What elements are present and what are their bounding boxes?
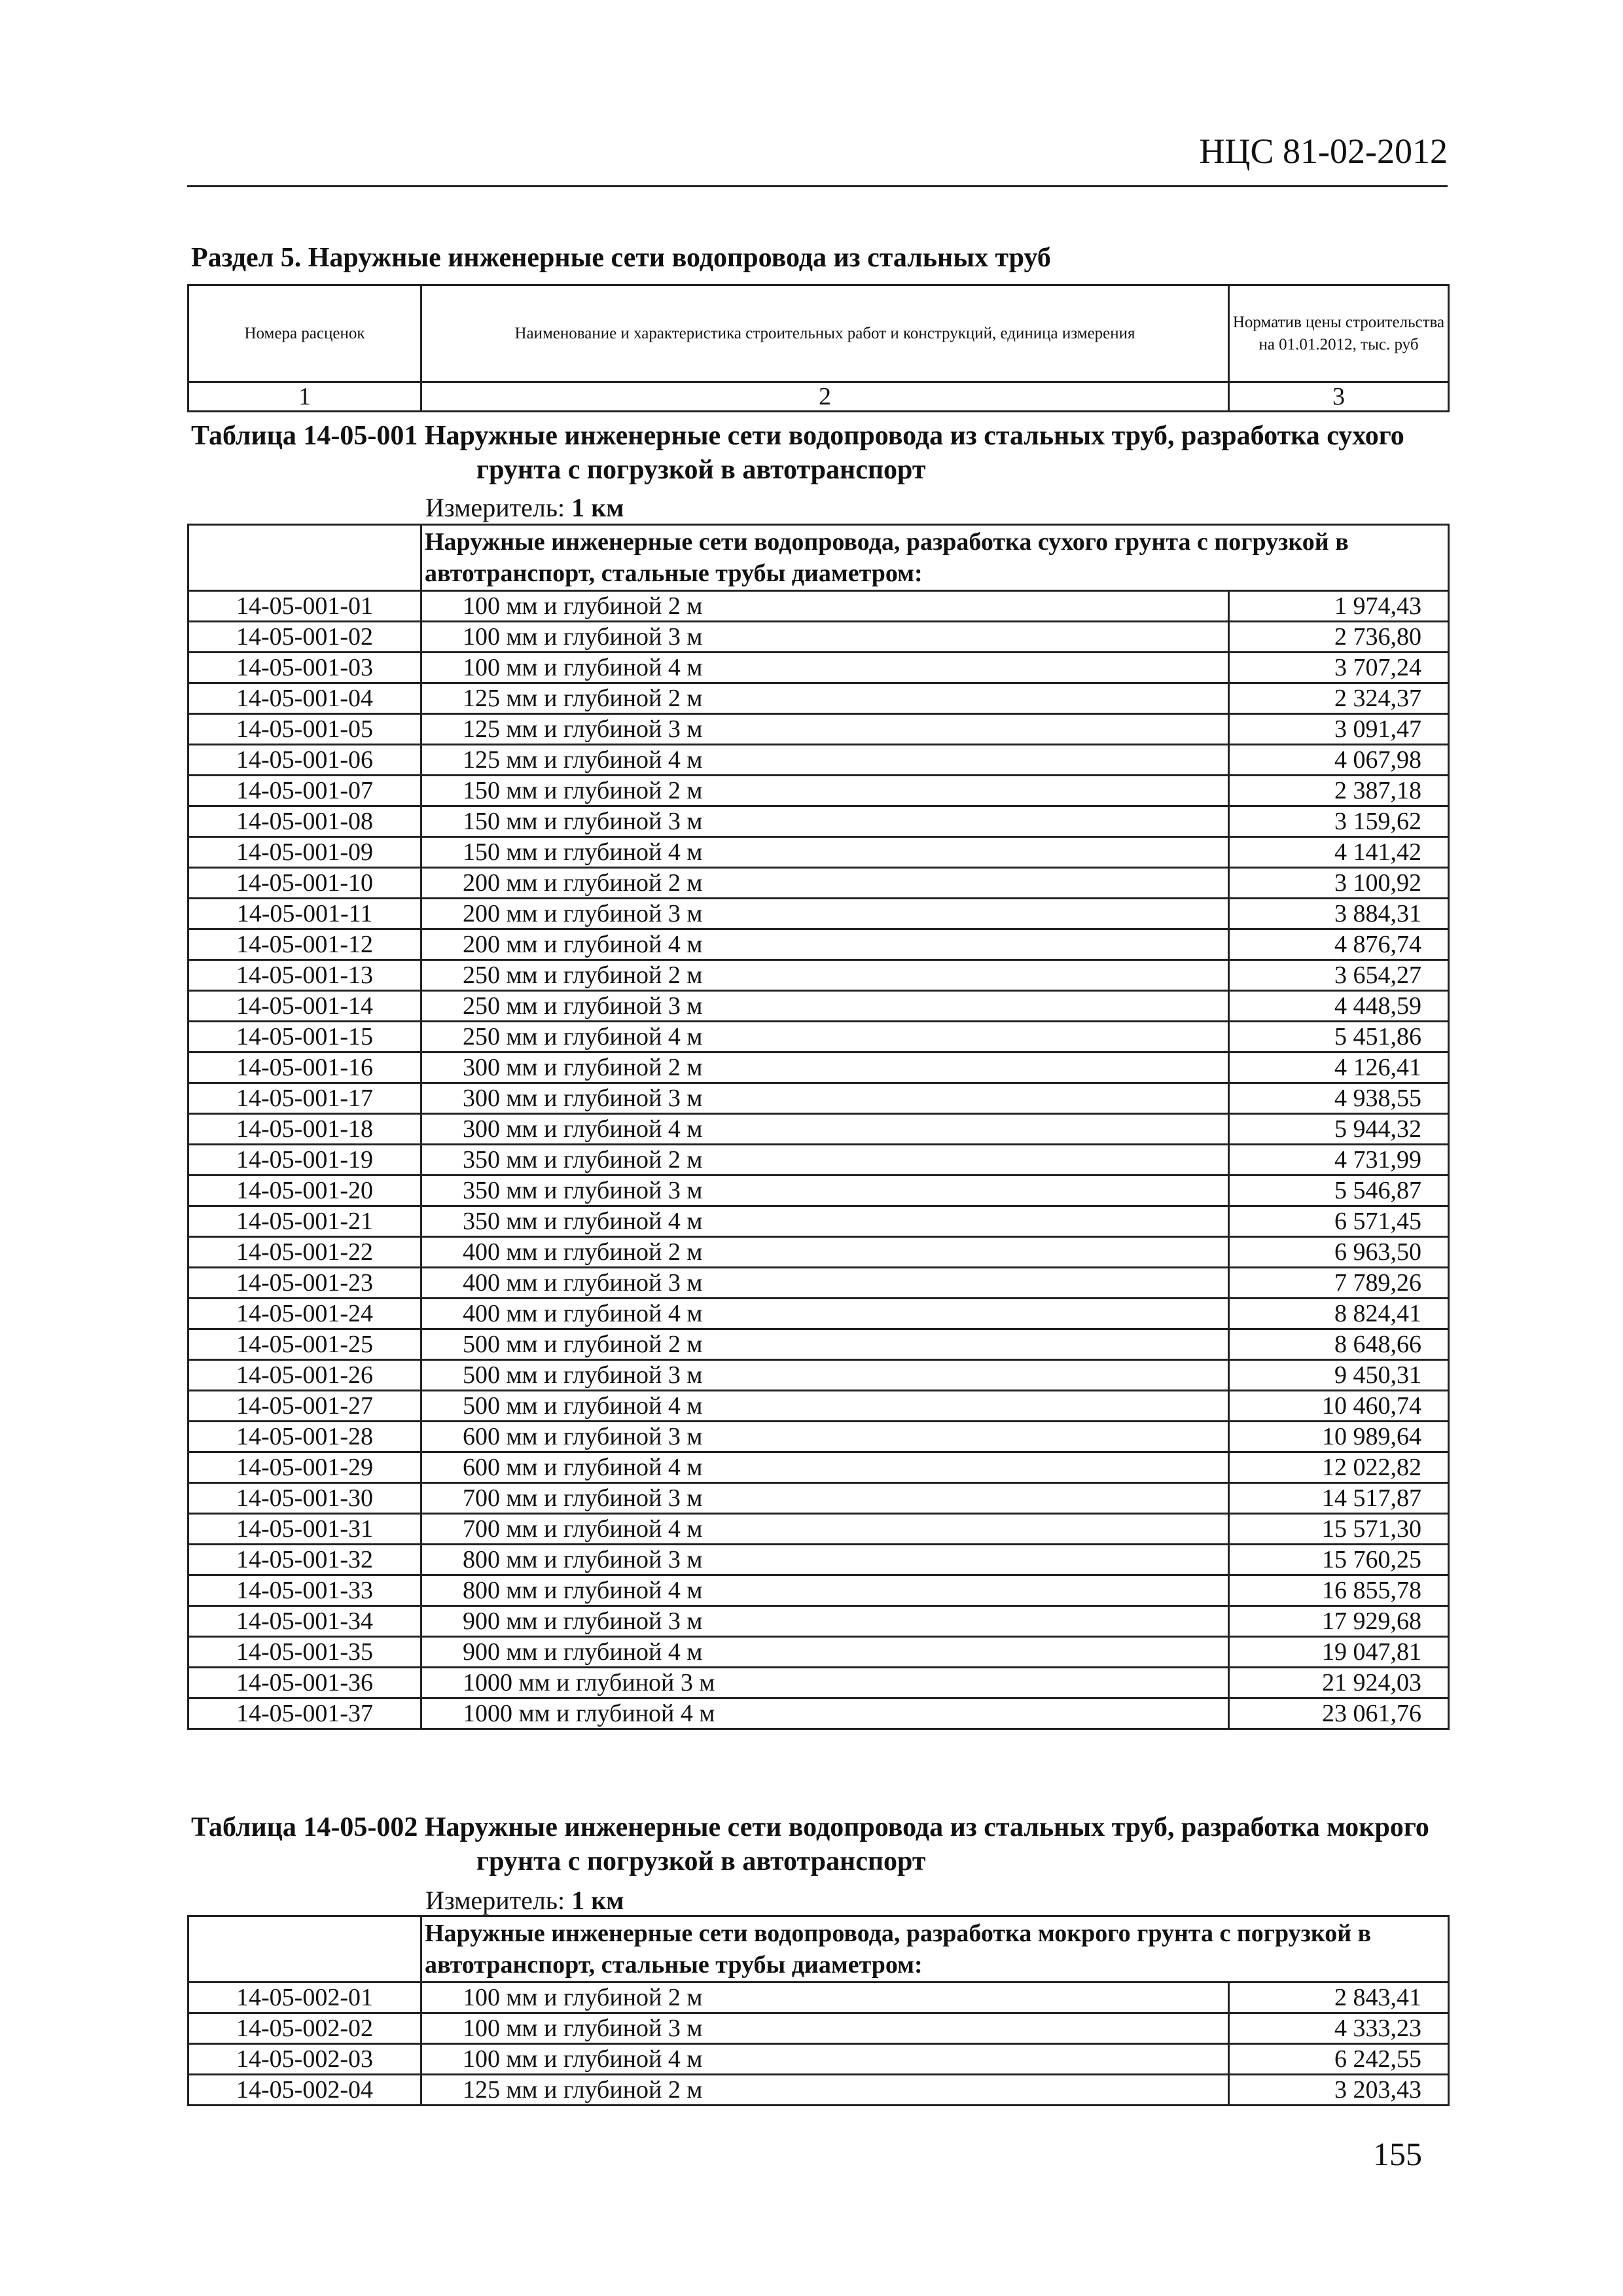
rate-code: 14-05-001-25 [188, 1329, 421, 1360]
price-value: 4 876,74 [1229, 929, 1449, 960]
work-description: 800 мм и глубиной 3 м [421, 1545, 1229, 1575]
rate-code: 14-05-001-21 [188, 1206, 421, 1237]
work-description: 400 мм и глубиной 4 м [421, 1299, 1229, 1329]
table2-measure [425, 1885, 624, 1916]
rate-code: 14-05-001-34 [188, 1606, 421, 1637]
work-description: 100 мм и глубиной 2 м [421, 1982, 1229, 2013]
table-row [188, 1175, 1449, 1206]
header-col-price: Норматив цены строительства на 01.01.2012, тыс. руб [1229, 285, 1449, 382]
rate-code: 14-05-002-01 [188, 1982, 421, 2013]
work-description: 250 мм и глубиной 2 м [421, 960, 1229, 991]
page-number: 155 [1373, 2136, 1422, 2172]
table-row [188, 1268, 1449, 1299]
table2-title [191, 1812, 1448, 1877]
work-description: 150 мм и глубиной 3 м [421, 806, 1229, 837]
rate-code: 14-05-001-18 [188, 1114, 421, 1145]
rate-code: 14-05-001-35 [188, 1637, 421, 1668]
work-description: 125 мм и глубиной 4 м [421, 745, 1229, 776]
price-value: 3 159,62 [1229, 806, 1449, 837]
price-value: 4 731,99 [1229, 1145, 1449, 1175]
rate-code: 14-05-001-37 [188, 1698, 421, 1729]
work-description: 500 мм и глубиной 3 м [421, 1360, 1229, 1391]
rate-code: 14-05-001-09 [188, 837, 421, 868]
table-row [188, 2044, 1449, 2075]
table-row [188, 1329, 1449, 1360]
price-value: 17 929,68 [1229, 1606, 1449, 1637]
header-num-1: 1 [188, 382, 421, 412]
rate-code: 14-05-001-10 [188, 868, 421, 899]
table-row [188, 745, 1449, 776]
price-value: 21 924,03 [1229, 1668, 1449, 1698]
price-value: 15 571,30 [1229, 1514, 1449, 1545]
table-row [188, 868, 1449, 899]
table1-subhead: Наружные инженерные сети водопровода, разработка сухого грунта с погрузкой в автотранспорт, стальные трубы диаметром: [421, 525, 1449, 591]
table-row [188, 683, 1449, 714]
table1-title-line2: грунта с погрузкой в автотранспорт [476, 455, 926, 485]
rate-code: 14-05-001-30 [188, 1483, 421, 1514]
rate-code: 14-05-001-17 [188, 1083, 421, 1114]
work-description: 600 мм и глубиной 4 м [421, 1452, 1229, 1483]
work-description: 900 мм и глубиной 4 м [421, 1637, 1229, 1668]
work-description: 350 мм и глубиной 2 м [421, 1145, 1229, 1175]
rate-code: 14-05-001-36 [188, 1668, 421, 1698]
rate-code: 14-05-002-04 [188, 2075, 421, 2106]
work-description: 300 мм и глубиной 2 м [421, 1052, 1229, 1083]
work-description: 700 мм и глубиной 4 м [421, 1514, 1229, 1545]
work-description: 800 мм и глубиной 4 м [421, 1575, 1229, 1606]
table-row [188, 1022, 1449, 1052]
price-value: 4 126,41 [1229, 1052, 1449, 1083]
price-value: 10 989,64 [1229, 1422, 1449, 1452]
price-value: 3 654,27 [1229, 960, 1449, 991]
work-description: 250 мм и глубиной 4 м [421, 1022, 1229, 1052]
table-row [188, 899, 1449, 929]
rate-code: 14-05-001-27 [188, 1391, 421, 1422]
table-row [188, 776, 1449, 806]
work-description: 1000 мм и глубиной 4 м [421, 1698, 1229, 1729]
table1-subhead-empty [188, 525, 421, 591]
rate-code: 14-05-001-29 [188, 1452, 421, 1483]
table-row [188, 1237, 1449, 1268]
price-value: 1 974,43 [1229, 591, 1449, 622]
work-description: 150 мм и глубиной 4 м [421, 837, 1229, 868]
rate-code: 14-05-002-03 [188, 2044, 421, 2075]
table-row [188, 2075, 1449, 2106]
price-value: 8 648,66 [1229, 1329, 1449, 1360]
price-value: 12 022,82 [1229, 1452, 1449, 1483]
work-description: 125 мм и глубиной 3 м [421, 714, 1229, 745]
price-value: 3 100,92 [1229, 868, 1449, 899]
table-row [188, 960, 1449, 991]
price-value: 2 843,41 [1229, 1982, 1449, 2013]
table-row [188, 929, 1449, 960]
table-row [188, 1145, 1449, 1175]
work-description: 700 мм и глубиной 3 м [421, 1483, 1229, 1514]
column-header-table [187, 284, 1450, 412]
rate-code: 14-05-001-05 [188, 714, 421, 745]
table-row [188, 1391, 1449, 1422]
table-row [188, 1206, 1449, 1237]
table-row [188, 714, 1449, 745]
table-row [188, 1698, 1449, 1729]
rate-code: 14-05-001-06 [188, 745, 421, 776]
rate-code: 14-05-001-01 [188, 591, 421, 622]
rate-code: 14-05-001-22 [188, 1237, 421, 1268]
rate-code: 14-05-001-04 [188, 683, 421, 714]
header-rule [187, 185, 1448, 187]
rate-code: 14-05-001-26 [188, 1360, 421, 1391]
price-value: 3 707,24 [1229, 653, 1449, 683]
price-value: 6 963,50 [1229, 1237, 1449, 1268]
work-description: 200 мм и глубиной 3 м [421, 899, 1229, 929]
rate-code: 14-05-002-02 [188, 2013, 421, 2044]
price-value: 14 517,87 [1229, 1483, 1449, 1514]
table2-measure-label: Измеритель: [425, 1886, 565, 1915]
table-row [188, 622, 1449, 653]
table-row [188, 1668, 1449, 1698]
work-description: 300 мм и глубиной 3 м [421, 1083, 1229, 1114]
price-value: 6 242,55 [1229, 2044, 1449, 2075]
price-value: 7 789,26 [1229, 1268, 1449, 1299]
rate-code: 14-05-001-19 [188, 1145, 421, 1175]
work-description: 600 мм и глубиной 3 м [421, 1422, 1229, 1452]
rate-code: 14-05-001-24 [188, 1299, 421, 1329]
rate-code: 14-05-001-32 [188, 1545, 421, 1575]
price-value: 2 736,80 [1229, 622, 1449, 653]
table-row [188, 1606, 1449, 1637]
work-description: 500 мм и глубиной 4 м [421, 1391, 1229, 1422]
price-value: 5 944,32 [1229, 1114, 1449, 1145]
work-description: 200 мм и глубиной 4 м [421, 929, 1229, 960]
rate-code: 14-05-001-15 [188, 1022, 421, 1052]
price-value: 5 546,87 [1229, 1175, 1449, 1206]
work-description: 100 мм и глубиной 2 м [421, 591, 1229, 622]
price-value: 23 061,76 [1229, 1698, 1449, 1729]
table1 [187, 524, 1450, 1730]
work-description: 1000 мм и глубиной 3 м [421, 1668, 1229, 1698]
price-value: 5 451,86 [1229, 1022, 1449, 1052]
work-description: 200 мм и глубиной 2 м [421, 868, 1229, 899]
table1-measure [425, 492, 624, 523]
rate-code: 14-05-001-20 [188, 1175, 421, 1206]
table-row [188, 1422, 1449, 1452]
table-row [188, 1114, 1449, 1145]
rate-code: 14-05-001-12 [188, 929, 421, 960]
work-description: 500 мм и глубиной 2 м [421, 1329, 1229, 1360]
work-description: 900 мм и глубиной 3 м [421, 1606, 1229, 1637]
work-description: 400 мм и глубиной 2 м [421, 1237, 1229, 1268]
table-row [188, 1483, 1449, 1514]
rate-code: 14-05-001-11 [188, 899, 421, 929]
rate-code: 14-05-001-31 [188, 1514, 421, 1545]
table-row [188, 1299, 1449, 1329]
price-value: 19 047,81 [1229, 1637, 1449, 1668]
price-value: 10 460,74 [1229, 1391, 1449, 1422]
price-value: 4 333,23 [1229, 2013, 1449, 2044]
table-row [188, 1452, 1449, 1483]
price-value: 4 448,59 [1229, 991, 1449, 1022]
price-value: 8 824,41 [1229, 1299, 1449, 1329]
work-description: 125 мм и глубиной 2 м [421, 683, 1229, 714]
price-value: 3 884,31 [1229, 899, 1449, 929]
work-description: 125 мм и глубиной 2 м [421, 2075, 1229, 2106]
table2-subhead: Наружные инженерные сети водопровода, разработка мокрого грунта с погрузкой в автотранспорт, стальные трубы диаметром: [421, 1916, 1449, 1982]
work-description: 150 мм и глубиной 2 м [421, 776, 1229, 806]
section-title: Раздел 5. Наружные инженерные сети водопровода из стальных труб [191, 243, 1051, 273]
rate-code: 14-05-001-23 [188, 1268, 421, 1299]
table-row [188, 1545, 1449, 1575]
header-col-name: Наименование и характеристика строительных работ и конструкций, единица измерения [421, 285, 1229, 382]
rate-code: 14-05-001-03 [188, 653, 421, 683]
price-value: 15 760,25 [1229, 1545, 1449, 1575]
price-value: 4 938,55 [1229, 1083, 1449, 1114]
rate-code: 14-05-001-13 [188, 960, 421, 991]
table1-measure-value: 1 км [571, 493, 624, 522]
table1-title [191, 420, 1448, 486]
rate-code: 14-05-001-14 [188, 991, 421, 1022]
table-row [188, 1514, 1449, 1545]
header-num-3: 3 [1229, 382, 1449, 412]
table-row [188, 2013, 1449, 2044]
table2-title-line1: Таблица 14-05-002 Наружные инженерные сети водопровода из стальных труб, разработка мокрого [191, 1812, 1429, 1842]
table-row [188, 1637, 1449, 1668]
table-row [188, 837, 1449, 868]
header-col-codes: Номера расценок [188, 285, 421, 382]
header-num-2: 2 [421, 382, 1229, 412]
table2-subhead-empty [188, 1916, 421, 1982]
table1-title-line1: Таблица 14-05-001 Наружные инженерные сети водопровода из стальных труб, разработка сухого [191, 421, 1404, 451]
rate-code: 14-05-001-28 [188, 1422, 421, 1452]
rate-code: 14-05-001-02 [188, 622, 421, 653]
price-value: 4 067,98 [1229, 745, 1449, 776]
price-value: 3 203,43 [1229, 2075, 1449, 2106]
table2-measure-value: 1 км [571, 1886, 624, 1915]
table-row [188, 1360, 1449, 1391]
table2 [187, 1915, 1450, 2106]
price-value: 16 855,78 [1229, 1575, 1449, 1606]
work-description: 100 мм и глубиной 4 м [421, 653, 1229, 683]
work-description: 350 мм и глубиной 3 м [421, 1175, 1229, 1206]
rate-code: 14-05-001-33 [188, 1575, 421, 1606]
table-row [188, 806, 1449, 837]
price-value: 9 450,31 [1229, 1360, 1449, 1391]
table-row [188, 1982, 1449, 2013]
document-code: НЦС 81-02-2012 [1199, 132, 1448, 171]
work-description: 250 мм и глубиной 3 м [421, 991, 1229, 1022]
rate-code: 14-05-001-16 [188, 1052, 421, 1083]
work-description: 400 мм и глубиной 3 м [421, 1268, 1229, 1299]
table1-measure-label: Измеритель: [425, 493, 565, 522]
table-row [188, 1052, 1449, 1083]
price-value: 2 387,18 [1229, 776, 1449, 806]
table-row [188, 1083, 1449, 1114]
table2-title-line2: грунта с погрузкой в автотранспорт [476, 1846, 926, 1876]
table-row [188, 991, 1449, 1022]
price-value: 4 141,42 [1229, 837, 1449, 868]
work-description: 350 мм и глубиной 4 м [421, 1206, 1229, 1237]
rate-code: 14-05-001-07 [188, 776, 421, 806]
rate-code: 14-05-001-08 [188, 806, 421, 837]
work-description: 100 мм и глубиной 3 м [421, 2013, 1229, 2044]
table-row [188, 653, 1449, 683]
price-value: 6 571,45 [1229, 1206, 1449, 1237]
price-value: 3 091,47 [1229, 714, 1449, 745]
table-row [188, 1575, 1449, 1606]
price-value: 2 324,37 [1229, 683, 1449, 714]
work-description: 100 мм и глубиной 4 м [421, 2044, 1229, 2075]
work-description: 300 мм и глубиной 4 м [421, 1114, 1229, 1145]
work-description: 100 мм и глубиной 3 м [421, 622, 1229, 653]
table-row [188, 591, 1449, 622]
